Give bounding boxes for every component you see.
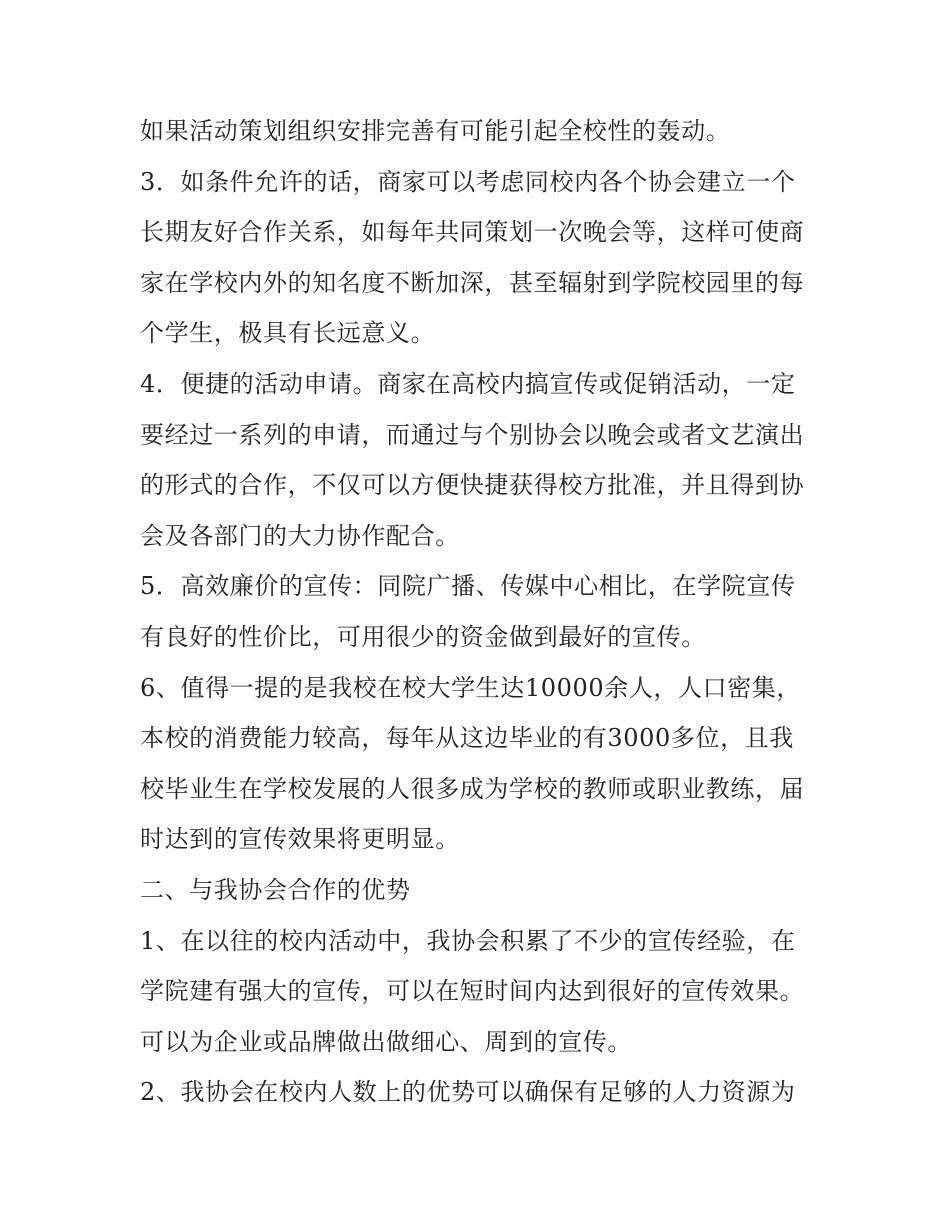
text-line: 1、在以往的校内活动中，我协会积累了不少的宣传经验，在 xyxy=(140,926,796,955)
text-line: 学院建有强大的宣传，可以在短时间内达到很好的宣传效果。 xyxy=(140,977,805,1006)
text-line: 可以为企业或品牌做出做细心、周到的宣传。 xyxy=(140,1027,632,1056)
text-line: 校毕业生在学校发展的人很多成为学校的教师或职业教练，届 xyxy=(140,774,805,803)
text-line: 会及各部门的大力协作配合。 xyxy=(140,521,460,550)
text-line: 的形式的合作，不仅可以方便快捷获得校方批准，并且得到协 xyxy=(140,471,805,500)
text-line: 长期友好合作关系，如每年共同策划一次晚会等，这样可使商 xyxy=(140,218,805,247)
text-line: 家在学校内外的知名度不断加深，甚至辐射到学院校园里的每 xyxy=(140,268,805,297)
text-line: 4．便捷的活动申请。商家在高校内搞宣传或促销活动，一定 xyxy=(140,369,796,398)
text-line: 个学生，极具有长远意义。 xyxy=(140,319,436,348)
document-body xyxy=(140,106,820,1118)
text-line: 本校的消费能力较高，每年从这边毕业的有3000多位，且我 xyxy=(140,724,794,753)
text-line: 如果活动策划组织安排完善有可能引起全校性的轰动。 xyxy=(140,117,731,145)
text-line: 5．高效廉价的宣传：同院广播、传媒中心相比，在学院宣传 xyxy=(140,572,796,601)
text-line: 要经过一系列的申请，而通过与个别协会以晚会或者文艺演出 xyxy=(140,420,805,449)
text-line: 有良好的性价比，可用很少的资金做到最好的宣传。 xyxy=(140,622,706,651)
text-line: 3．如条件允许的话，商家可以考虑同校内各个协会建立一个 xyxy=(140,167,796,196)
section-heading: 二、与我协会合作的优势 xyxy=(140,875,411,904)
text-line: 2、我协会在校内人数上的优势可以确保有足够的人力资源为 xyxy=(140,1078,796,1107)
text-line: 6、值得一提的是我校在校大学生达10000余人，人口密集， xyxy=(140,673,802,702)
text-line: 时达到的宣传效果将更明显。 xyxy=(140,825,460,854)
